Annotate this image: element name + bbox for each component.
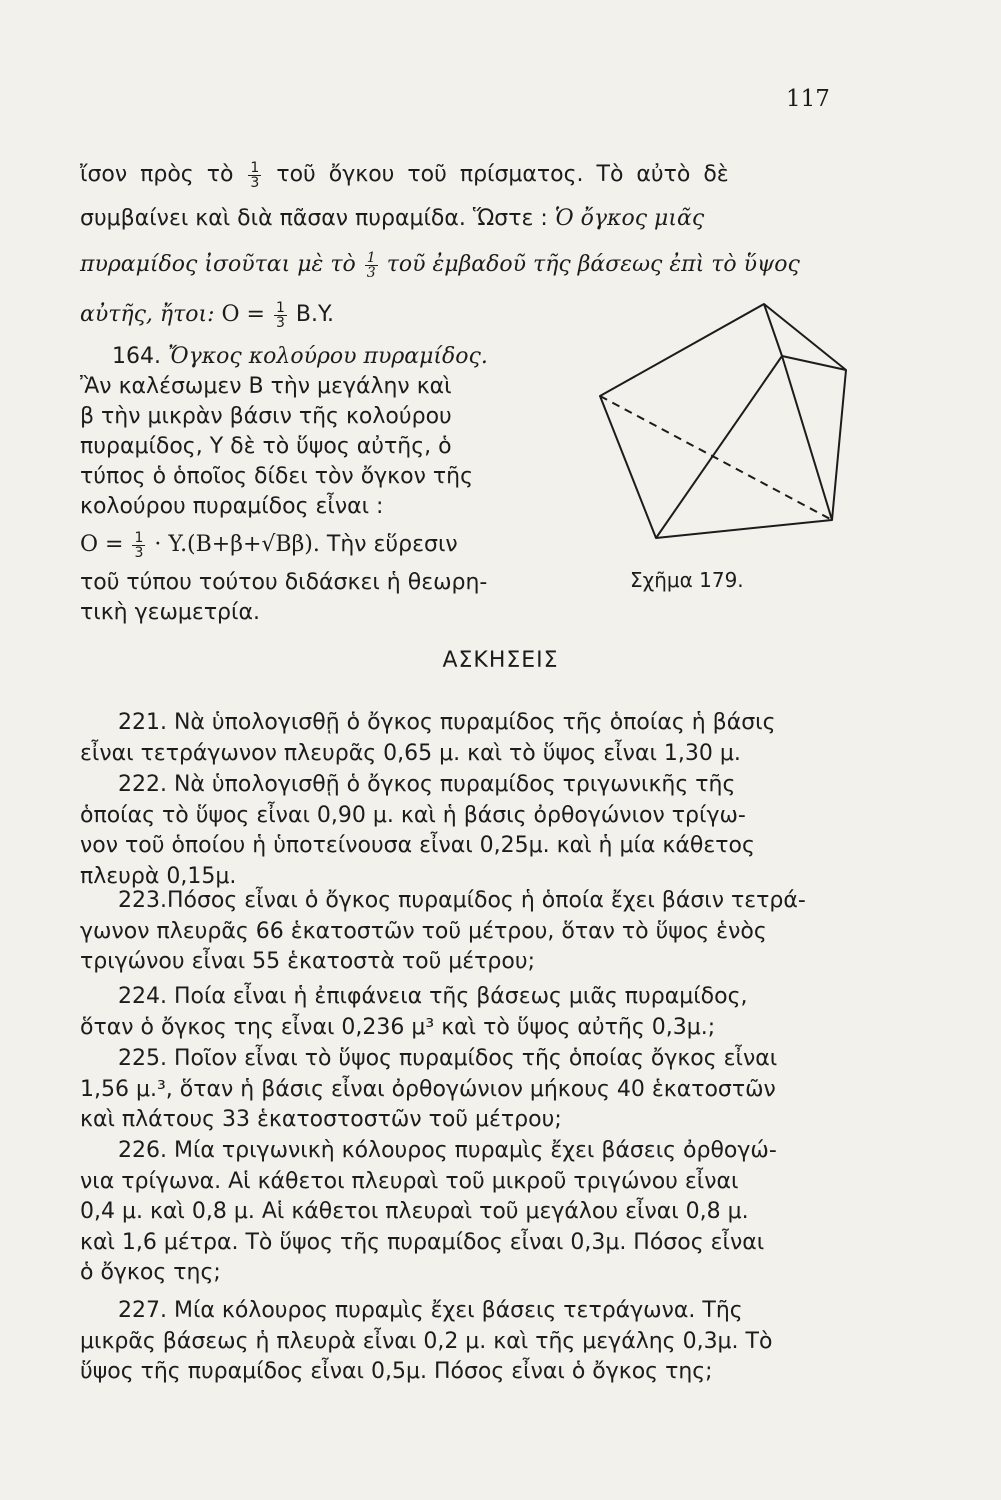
figure-side-edge	[656, 356, 782, 538]
frustum-formula-rest: · Y.(B+β+√Bβ).	[154, 532, 320, 557]
figure-front-edge	[782, 356, 832, 520]
exercise-line: ὅταν ὁ ὄγκος της εἶναι 0,236 μ³ καὶ τὸ ὕψος αὐτῆς 0,3μ.;	[80, 1014, 716, 1040]
intro-line-1	[80, 160, 940, 190]
exercise-line: 224. Ποία εἶναι ἡ ἐπιφάνεια τῆς βάσεως μιᾶς πυραμίδος,	[118, 984, 748, 1009]
section-164-line-1: Ἂν καλέσωμεν Β τὴν μεγάλην καὶ	[80, 374, 452, 399]
figure-caption: Σχῆμα 179.	[630, 568, 744, 592]
exercise-223	[80, 886, 940, 978]
figure-outline	[600, 304, 846, 538]
frustum-formula-line	[80, 530, 458, 560]
exercise-line: ὕψος τῆς πυραμίδος εἶναι 0,5μ. Πόσος εἶναι ὁ ὄγκος της;	[80, 1359, 713, 1384]
exercise-221	[80, 708, 940, 769]
exercise-224	[80, 982, 940, 1043]
exercise-227	[80, 1296, 940, 1388]
exercise-line: καὶ πλάτους 33 ἑκατοστοστῶν τοῦ μέτρου;	[80, 1107, 562, 1132]
exercise-line: νια τρίγωνα. Αἱ κάθετοι πλευραὶ τοῦ μικροῦ τριγώνου εἶναι	[80, 1168, 739, 1194]
exercise-line: καὶ 1,6 μέτρα. Τὸ ὕψος τῆς πυραμίδος εἶναι 0,3μ. Πόσος εἶναι	[80, 1229, 765, 1255]
intro-text: συμβαίνει καὶ διὰ πᾶσαν πυραμίδα. Ὥστε :	[80, 206, 548, 231]
exercise-226	[80, 1136, 940, 1289]
section-164-line-5: κολούρου πυραμίδος εἶναι :	[80, 494, 384, 519]
intro-italic-text: αὐτῆς, ἤτοι:	[80, 302, 215, 327]
exercise-line: ὁ ὄγκος της;	[80, 1260, 221, 1285]
figure-hidden-edge	[600, 396, 832, 520]
exercise-line: 0,4 μ. καὶ 0,8 μ. Αἱ κάθετοι πλευραὶ τοῦ μεγάλου εἶναι 0,8 μ.	[80, 1199, 749, 1224]
exercise-line: 226. Μία τριγωνικὴ κόλουρος πυραμὶς ἔχει βάσεις ὀρθογώ-	[118, 1138, 777, 1163]
intro-line-4	[80, 300, 334, 330]
section-text: Τὴν εὕρεσιν	[326, 532, 458, 557]
exercise-line: 227. Μία κόλουρος πυραμὶς ἔχει βάσεις τετράγωνα. Τῆς	[118, 1298, 743, 1323]
exercise-line: εἶναι τετράγωνον πλευρᾶς 0,65 μ. καὶ τὸ ὕψος εἶναι 1,30 μ.	[80, 740, 741, 766]
exercise-line: πλευρὰ 0,15μ.	[80, 863, 237, 889]
exercise-225	[80, 1044, 940, 1136]
exercise-222	[80, 770, 940, 892]
section-title: Ὄγκος κολούρου πυραμίδος.	[167, 344, 488, 369]
exercise-line: ὁποίας τὸ ὕψος εἶναι 0,90 μ. καὶ ἡ βάσις ὀρθογώνιον τρίγω-	[80, 802, 746, 828]
section-164-line-3: πυραμίδος, Υ δὲ τὸ ὕψος αὐτῆς, ὁ	[80, 434, 452, 459]
exercise-line: γωνον πλευρᾶς 66 ἑκατοστῶν τοῦ μέτρου, ὅταν τὸ ὕψος ἑνὸς	[80, 918, 767, 944]
intro-italic-text: Ὁ ὄγκος μιᾶς	[554, 206, 705, 231]
exercises-heading: ΑΣΚΗΣΕΙΣ	[442, 648, 559, 673]
exercise-line: νον τοῦ ὁποίου ἡ ὑποτείνουσα εἶναι 0,25μ. καὶ ἡ μία κάθετος	[80, 833, 755, 858]
exercise-line: 1,56 μ.³, ὅταν ἡ βάσις εἶναι ὀρθογώνιον μήκους 40 ἑκατοστῶν	[80, 1076, 776, 1102]
pyramid-figure	[570, 296, 860, 546]
fraction: $\frac{1}{3}$	[276, 299, 285, 331]
section-164-title	[112, 342, 488, 372]
volume-formula: O =	[221, 302, 265, 327]
fraction: $\frac{1}{3}$	[134, 529, 144, 561]
exercise-line: 223.Πόσος εἶναι ὁ ὄγκος πυραμίδος ἡ ὁποία ἔχει βάσιν τετρά-	[118, 888, 806, 913]
intro-line-2	[80, 204, 704, 234]
intro-line-3	[80, 250, 800, 280]
volume-formula-rest: B.Y.	[295, 302, 334, 327]
section-164-after-1: τοῦ τύπου τούτου διδάσκει ἡ θεωρη-	[80, 570, 488, 595]
exercise-line: 222. Νὰ ὑπολογισθῇ ὁ ὄγκος πυραμίδος τριγωνικῆς τῆς	[118, 772, 736, 797]
exercise-line: τριγώνου εἶναι 55 ἑκατοστὰ τοῦ μέτρου;	[80, 949, 535, 974]
intro-text: τοῦ ὄγκου τοῦ πρίσματος. Τὸ αὐτὸ δὲ	[276, 162, 729, 187]
intro-italic-text: τοῦ ἐμβαδοῦ τῆς βάσεως ἐπὶ τὸ ὕψος	[386, 252, 800, 277]
section-number: 164.	[112, 344, 161, 369]
frustum-formula: O =	[80, 532, 124, 557]
intro-italic-text: πυραμίδος ἰσοῦται μὲ τὸ	[80, 252, 356, 277]
intro-text: ἴσον πρὸς τὸ	[80, 162, 234, 187]
exercise-line: 221. Νὰ ὑπολογισθῇ ὁ ὄγκος πυραμίδος τῆς ὁποίας ἡ βάσις	[118, 710, 776, 735]
section-164-line-2: β τὴν μικρὰν βάσιν τῆς κολούρου	[80, 404, 452, 429]
section-164-line-4: τύπος ὁ ὁποῖος δίδει τὸν ὄγκον τῆς	[80, 464, 473, 489]
exercise-line: 225. Ποῖον εἶναι τὸ ὕψος πυραμίδος τῆς ὁποίας ὄγκος εἶναι	[118, 1046, 778, 1071]
fraction: $\frac{1}{3}$	[250, 159, 260, 191]
exercise-line: μικρᾶς βάσεως ἡ πλευρὰ εἶναι 0,2 μ. καὶ τῆς μεγάλης 0,3μ. Τὸ	[80, 1328, 773, 1354]
section-164-after-2: τικὴ γεωμετρία.	[80, 600, 260, 625]
page-number: 117	[786, 86, 830, 112]
fraction: $\frac{1}{3}$	[366, 249, 376, 281]
